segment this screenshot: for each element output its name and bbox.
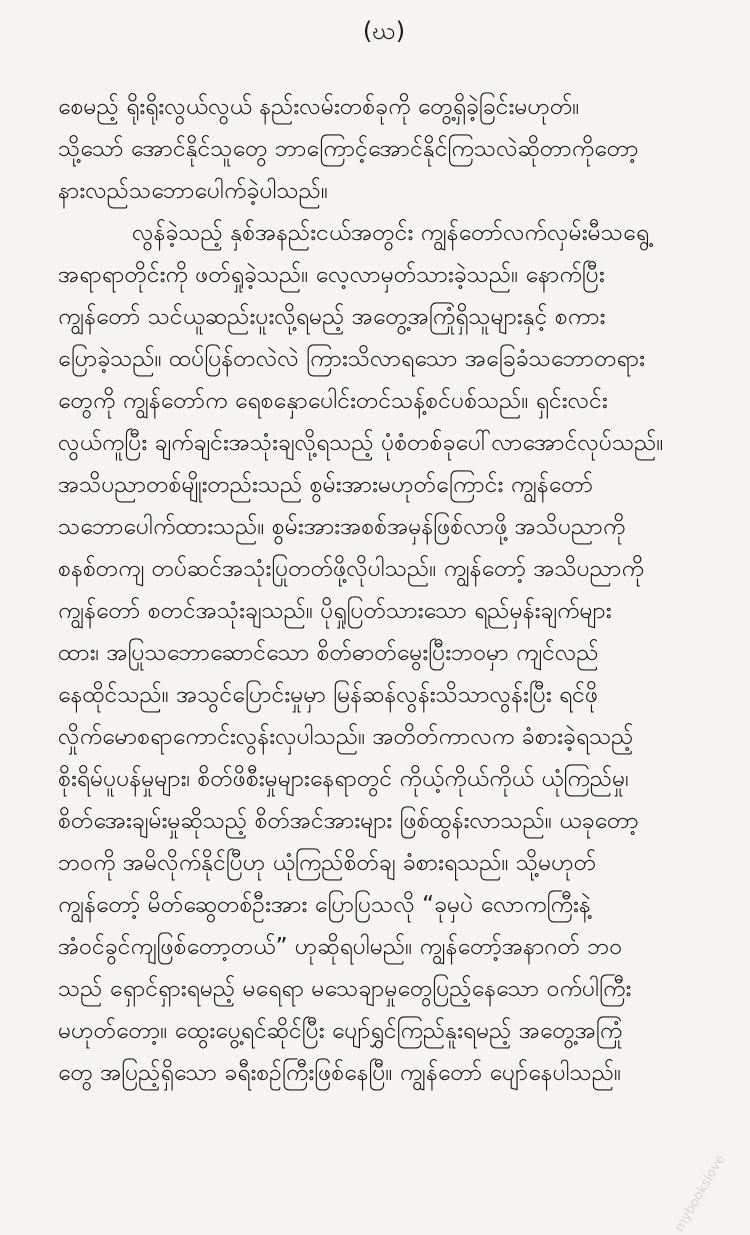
text-line: နေထိုင်သည်။ အသွင်ပြောင်းမှုမှာ မြန်ဆန်လွန်းသိသာလွန်းပြီး ရင်ဖို [58,682,599,708]
text-line: ကျွန်တော် သင်ယူဆည်းပူးလို့ရမည့် အတွေ့အကြုံရှိသူများနှင့် စကား [58,304,606,330]
text-line: ထား၊ အပြုသဘောဆောင်သော စိတ်ဓာတ်မွေးပြီးဘဝမှာ ကျင်လည် [58,640,599,666]
text-line: အသိပညာတစ်မျိုးတည်းသည် စွမ်းအားမဟုတ်ကြောင်း ကျွန်တော် [58,472,594,498]
text-line: သဘောပေါက်ထားသည်။ စွမ်းအားအစစ်အမှန်ဖြစ်လာဖို့ အသိပညာကို [58,514,626,540]
text-line: သည် ရှောင်ရှားရမည့် မရေရာ မသေချာမှုတွေပြည့်နေသော ဝက်ပါကြီး [58,976,632,1002]
text-line: လွယ်ကူပြီး ချက်ချင်းအသုံးချလို့ရသည့် ပုံစံတစ်ခုပေါ်လာအောင်လုပ်သည်။ [58,430,664,456]
text-line: စေမည့် ရိုးရိုးလွယ်လွယ် နည်းလမ်းတစ်ခုကို တွေ့ရှိခဲ့ခြင်းမဟုတ်။ [58,94,580,120]
text-line: တွေ အပြည့်ရှိသော ခရီးစဉ်ကြီးဖြစ်နေပြီ။ ကျွန်တော် ပျော်နေပါသည်။ [58,1060,622,1086]
body-text [58,86,710,1094]
text-line: သို့သော် အောင်နိုင်သူတွေ ဘာကြောင့်အောင်နိုင်ကြသလဲဆိုတာကိုတော့ [58,136,639,162]
text-line: နားလည်သဘောပေါက်ခဲ့ပါသည်။ [58,178,328,204]
text-line: အရာရာတိုင်းကို ဖတ်ရှုခဲ့သည်။ လေ့လာမှတ်သားခဲ့သည်။ နောက်ပြီး [58,262,605,288]
text-line: စိတ်အေးချမ်းမှုဆိုသည့် စိတ်အင်အားများ ဖြစ်ထွန်းလာသည်။ ယခုတော့ [58,808,639,834]
text-line: ကျွန်တော့် မိတ်ဆွေတစ်ဦးအား ပြောပြသလို “ခုမှပဲ လောကကြီးနဲ့ [58,892,591,918]
watermark: mybookslove [671,1152,728,1235]
text-line: တွေကို ကျွန်တော်က ရေစနှောပေါင်းတင်သန့်စင်ပစ်သည်။ ရှင်းလင်း [58,388,608,414]
text-line: အံဝင်ခွင်ကျဖြစ်တော့တယ်” ဟုဆိုရပါမည်။ ကျွန်တော့်အနာဂတ် ဘဝ [58,934,623,960]
paragraph-first-line: လွန်ခဲ့သည့် နှစ်အနည်းငယ်အတွင်း ကျွန်တော်လက်လှမ်းမီသရွေ့ [132,220,650,246]
text-line: ကျွန်တော် စတင်အသုံးချသည်။ ပိုရှုပြတ်သားသော ရည်မှန်းချက်များ [58,598,612,624]
text-line: ပြောခဲ့သည်။ ထပ်ပြန်တလဲလဲ ကြားသိလာရသော အခြေခံသဘောတရား [58,346,645,372]
text-line: လှိုက်မောစရာကောင်းလွန်းလှပါသည်။ အတိတ်ကာလက ခံစားခဲ့ရသည့် [58,724,634,750]
page-marker: (ဃ) [362,17,406,45]
text-line: ဘဝကို အမိလိုက်နိုင်ပြီဟု ယုံကြည်စိတ်ချ ခံစားရသည်။ သို့မဟုတ် [58,850,597,876]
text-line: မဟုတ်တော့။ ထွေးပွေ့ရင်ဆိုင်ပြီး ပျော်ရွှင်ကြည်နူးရမည့် အတွေ့အကြုံ [58,1018,623,1044]
text-line: စနစ်တကျ တပ်ဆင်အသုံးပြုတတ်ဖို့လိုပါသည်။ ကျွန်တော့် အသိပညာကို [58,556,644,582]
text-line: စိုးရိမ်ပူပန်မှုများ၊ စိတ်ဖိစီးမှုများနေရာတွင် ကိုယ့်ကိုယ်ကိုယ် ယုံကြည်မှု၊ [58,766,629,792]
